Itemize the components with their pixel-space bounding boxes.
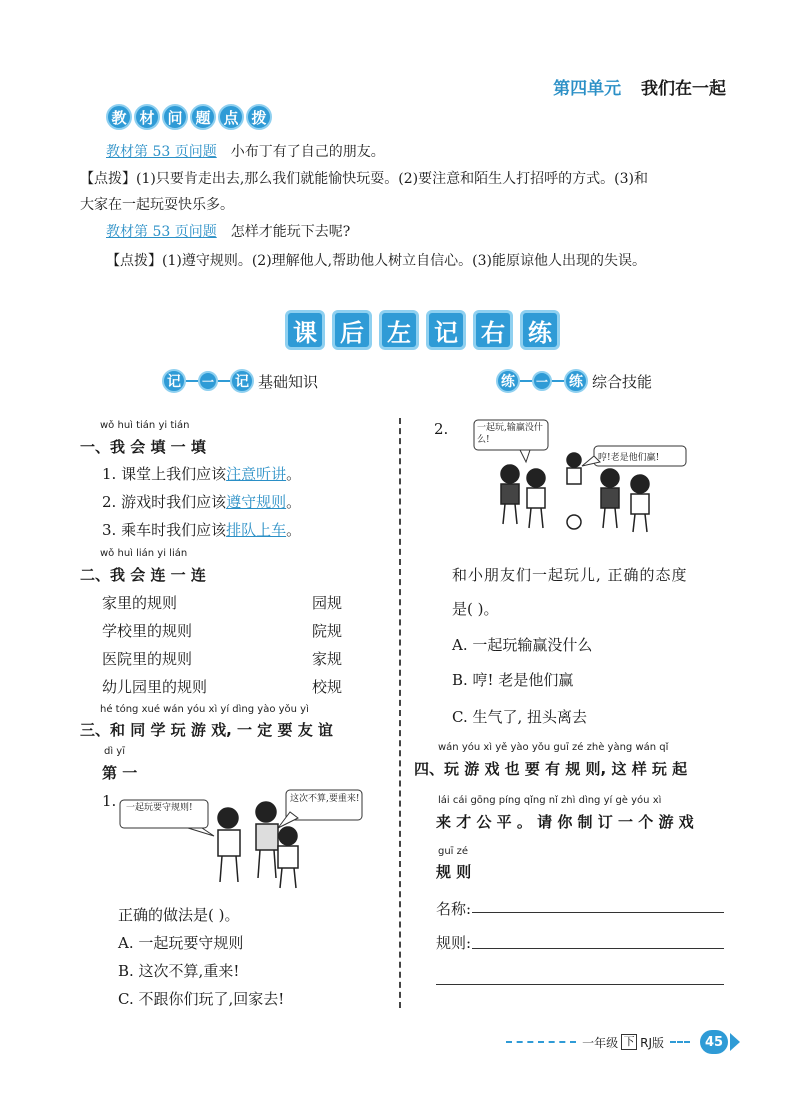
main-title-char: 练 <box>520 310 560 350</box>
s2-title: 二、我 会 连 一 连 <box>80 566 206 584</box>
problem-2 <box>106 221 350 243</box>
fill-item-suffix: 。 <box>286 521 302 539</box>
problem-2-hint: 【点拨】(1)遵守规则。(2)理解他人,帮助他人树立自信心。(3)能原谅他人出现的失误。 <box>106 253 646 269</box>
title-char: 点 <box>218 104 244 130</box>
badge-connector <box>218 380 230 382</box>
bubble-left-text: 一起玩要守规则! <box>126 803 193 813</box>
problem-section-title <box>106 104 272 130</box>
fill-item-prefix: 1. 课堂上我们应该 <box>102 465 227 483</box>
question-1-option-c: C. 不跟你们玩了,回家去! <box>118 990 285 1008</box>
page-footer <box>500 1030 740 1054</box>
badge-char: 一 <box>198 371 218 391</box>
fill-item-3 <box>102 519 301 540</box>
badge-connector <box>186 380 198 382</box>
rule-answer-line-2[interactable] <box>436 984 724 985</box>
title-char: 问 <box>162 104 188 130</box>
problem-1-hint-line-2: 大家在一起玩耍快乐多。 <box>80 197 234 213</box>
match-right-2: 院规 <box>312 622 343 640</box>
name-label: 名称: <box>436 900 472 918</box>
match-left-1: 家里的规则 <box>102 594 178 612</box>
question-1-prompt: 正确的做法是( )。 <box>118 906 240 924</box>
title-char: 材 <box>134 104 160 130</box>
s3-title-2: 第 一 <box>102 764 138 782</box>
fill-item-prefix: 3. 乘车时我们应该 <box>102 521 227 539</box>
arrow-right-icon <box>730 1033 740 1051</box>
badge-connector <box>520 380 532 382</box>
question-2-number: 2. <box>434 420 449 438</box>
column-divider <box>399 418 401 1008</box>
s2-pinyin: wǒ huì lián yi lián <box>100 548 188 559</box>
footer-term: 下 <box>621 1034 637 1050</box>
fill-item-suffix: 。 <box>286 465 302 483</box>
main-title-char: 记 <box>426 310 466 350</box>
bubble-right-text: 这次不算,要重来! <box>290 794 360 804</box>
problem-1 <box>106 141 385 163</box>
fill-item-answer: 遵守规则 <box>226 493 287 511</box>
unit-name: 我们在一起 <box>641 79 726 99</box>
s3-title: 三、和 同 学 玩 游 戏, 一 定 要 友 谊 <box>80 721 333 739</box>
unit-header <box>553 74 726 99</box>
rule-answer-line-1[interactable] <box>472 948 724 949</box>
title-char: 教 <box>106 104 132 130</box>
title-char: 题 <box>190 104 216 130</box>
match-left-4: 幼儿园里的规则 <box>102 678 208 696</box>
question-1-number: 1. <box>102 792 117 810</box>
bubble-b-text: 哼!老是他们赢! <box>598 453 660 463</box>
match-right-1: 园规 <box>312 594 343 612</box>
page-number: 45 <box>700 1030 728 1054</box>
s4-title-1: 四、玩 游 戏 也 要 有 规 则, 这 样 玩 起 <box>414 760 688 778</box>
badge-char: 一 <box>532 371 552 391</box>
question-2-text-line-1: 和小朋友们一起玩儿, 正确的态度 <box>452 566 688 584</box>
badge-connector <box>552 380 564 382</box>
question-2-option-a: A. 一起玩输赢没什么 <box>452 636 593 654</box>
s1-title: 一、我 会 填 一 填 <box>80 438 206 456</box>
question-2-option-b: B. 哼! 老是他们赢 <box>452 671 574 689</box>
fill-item-answer: 排队上车 <box>226 521 287 539</box>
problem-1-hint-line-1: 【点拨】(1)只要肯走出去,那么我们就能愉快玩耍。(2)要注意和陌生人打招呼的方式。(3)和 <box>80 171 648 187</box>
footer-dash-line <box>506 1041 576 1043</box>
problem-1-text: 小布丁有了自己的朋友。 <box>230 144 385 160</box>
footer-dash-line <box>670 1041 690 1043</box>
title-char: 拨 <box>246 104 272 130</box>
s4-pinyin-3: guī zé <box>438 846 469 857</box>
main-title-char: 左 <box>379 310 419 350</box>
badge-char: 练 <box>564 369 588 393</box>
name-answer-line[interactable] <box>472 912 724 913</box>
s4-title-3: 规 则 <box>436 863 472 881</box>
s4-pinyin-2: lái cái gōng píng qǐng nǐ zhì dìng yí gè yóu xì <box>438 795 662 806</box>
question-1-option-b: B. 这次不算,重来! <box>118 962 240 980</box>
question-2-text-line-2: 是( )。 <box>452 600 499 618</box>
s3-pinyin: hé tóng xué wán yóu xì yí dìng yào yǒu yì <box>100 704 309 715</box>
left-subheading <box>162 369 318 393</box>
badge-char: 练 <box>496 369 520 393</box>
main-title-char: 后 <box>332 310 372 350</box>
badge-char: 记 <box>230 369 254 393</box>
badge-char: 记 <box>162 369 186 393</box>
main-title-char: 课 <box>285 310 325 350</box>
problem-2-text: 怎样才能玩下去呢? <box>230 224 351 240</box>
rule-label: 规则: <box>436 934 472 952</box>
bubble-a-text: 一起玩,输赢没什么! <box>477 423 543 445</box>
match-right-3: 家规 <box>312 650 343 668</box>
main-title-char: 右 <box>473 310 513 350</box>
fill-item-answer: 注意听讲 <box>226 465 287 483</box>
s4-title-2: 来 才 公 平 。 请 你 制 订 一 个 游 戏 <box>436 813 694 831</box>
fill-item-prefix: 2. 游戏时我们应该 <box>102 493 227 511</box>
match-left-2: 学校里的规则 <box>102 622 193 640</box>
match-left-3: 医院里的规则 <box>102 650 193 668</box>
question-2-option-c: C. 生气了, 扭头离去 <box>452 708 588 726</box>
footer-edition: RJ版 <box>640 1035 664 1050</box>
fill-item-1 <box>102 463 301 484</box>
main-title <box>285 310 560 350</box>
fill-item-2 <box>102 491 301 512</box>
right-subheading <box>496 369 652 393</box>
unit-number: 第四单元 <box>553 79 622 99</box>
right-subheading-label: 综合技能 <box>592 372 653 391</box>
s4-pinyin-1: wán yóu xì yě yào yǒu guī zé zhè yàng wán qǐ <box>438 742 669 753</box>
match-right-4: 校规 <box>312 678 343 696</box>
speech-bubble-tail <box>520 450 530 462</box>
s3-pinyin-2: dì yī <box>104 746 126 757</box>
speech-bubble-tail <box>188 828 214 836</box>
footer-grade: 一年级 <box>582 1035 619 1050</box>
textbook-ref-1[interactable]: 教材第 53 页问题 <box>106 144 217 160</box>
question-1-option-a: A. 一起玩要守规则 <box>118 934 244 952</box>
fill-item-suffix: 。 <box>286 493 302 511</box>
left-subheading-label: 基础知识 <box>258 372 319 391</box>
s1-pinyin: wǒ huì tián yi tián <box>100 420 190 431</box>
textbook-ref-2[interactable]: 教材第 53 页问题 <box>106 224 217 240</box>
